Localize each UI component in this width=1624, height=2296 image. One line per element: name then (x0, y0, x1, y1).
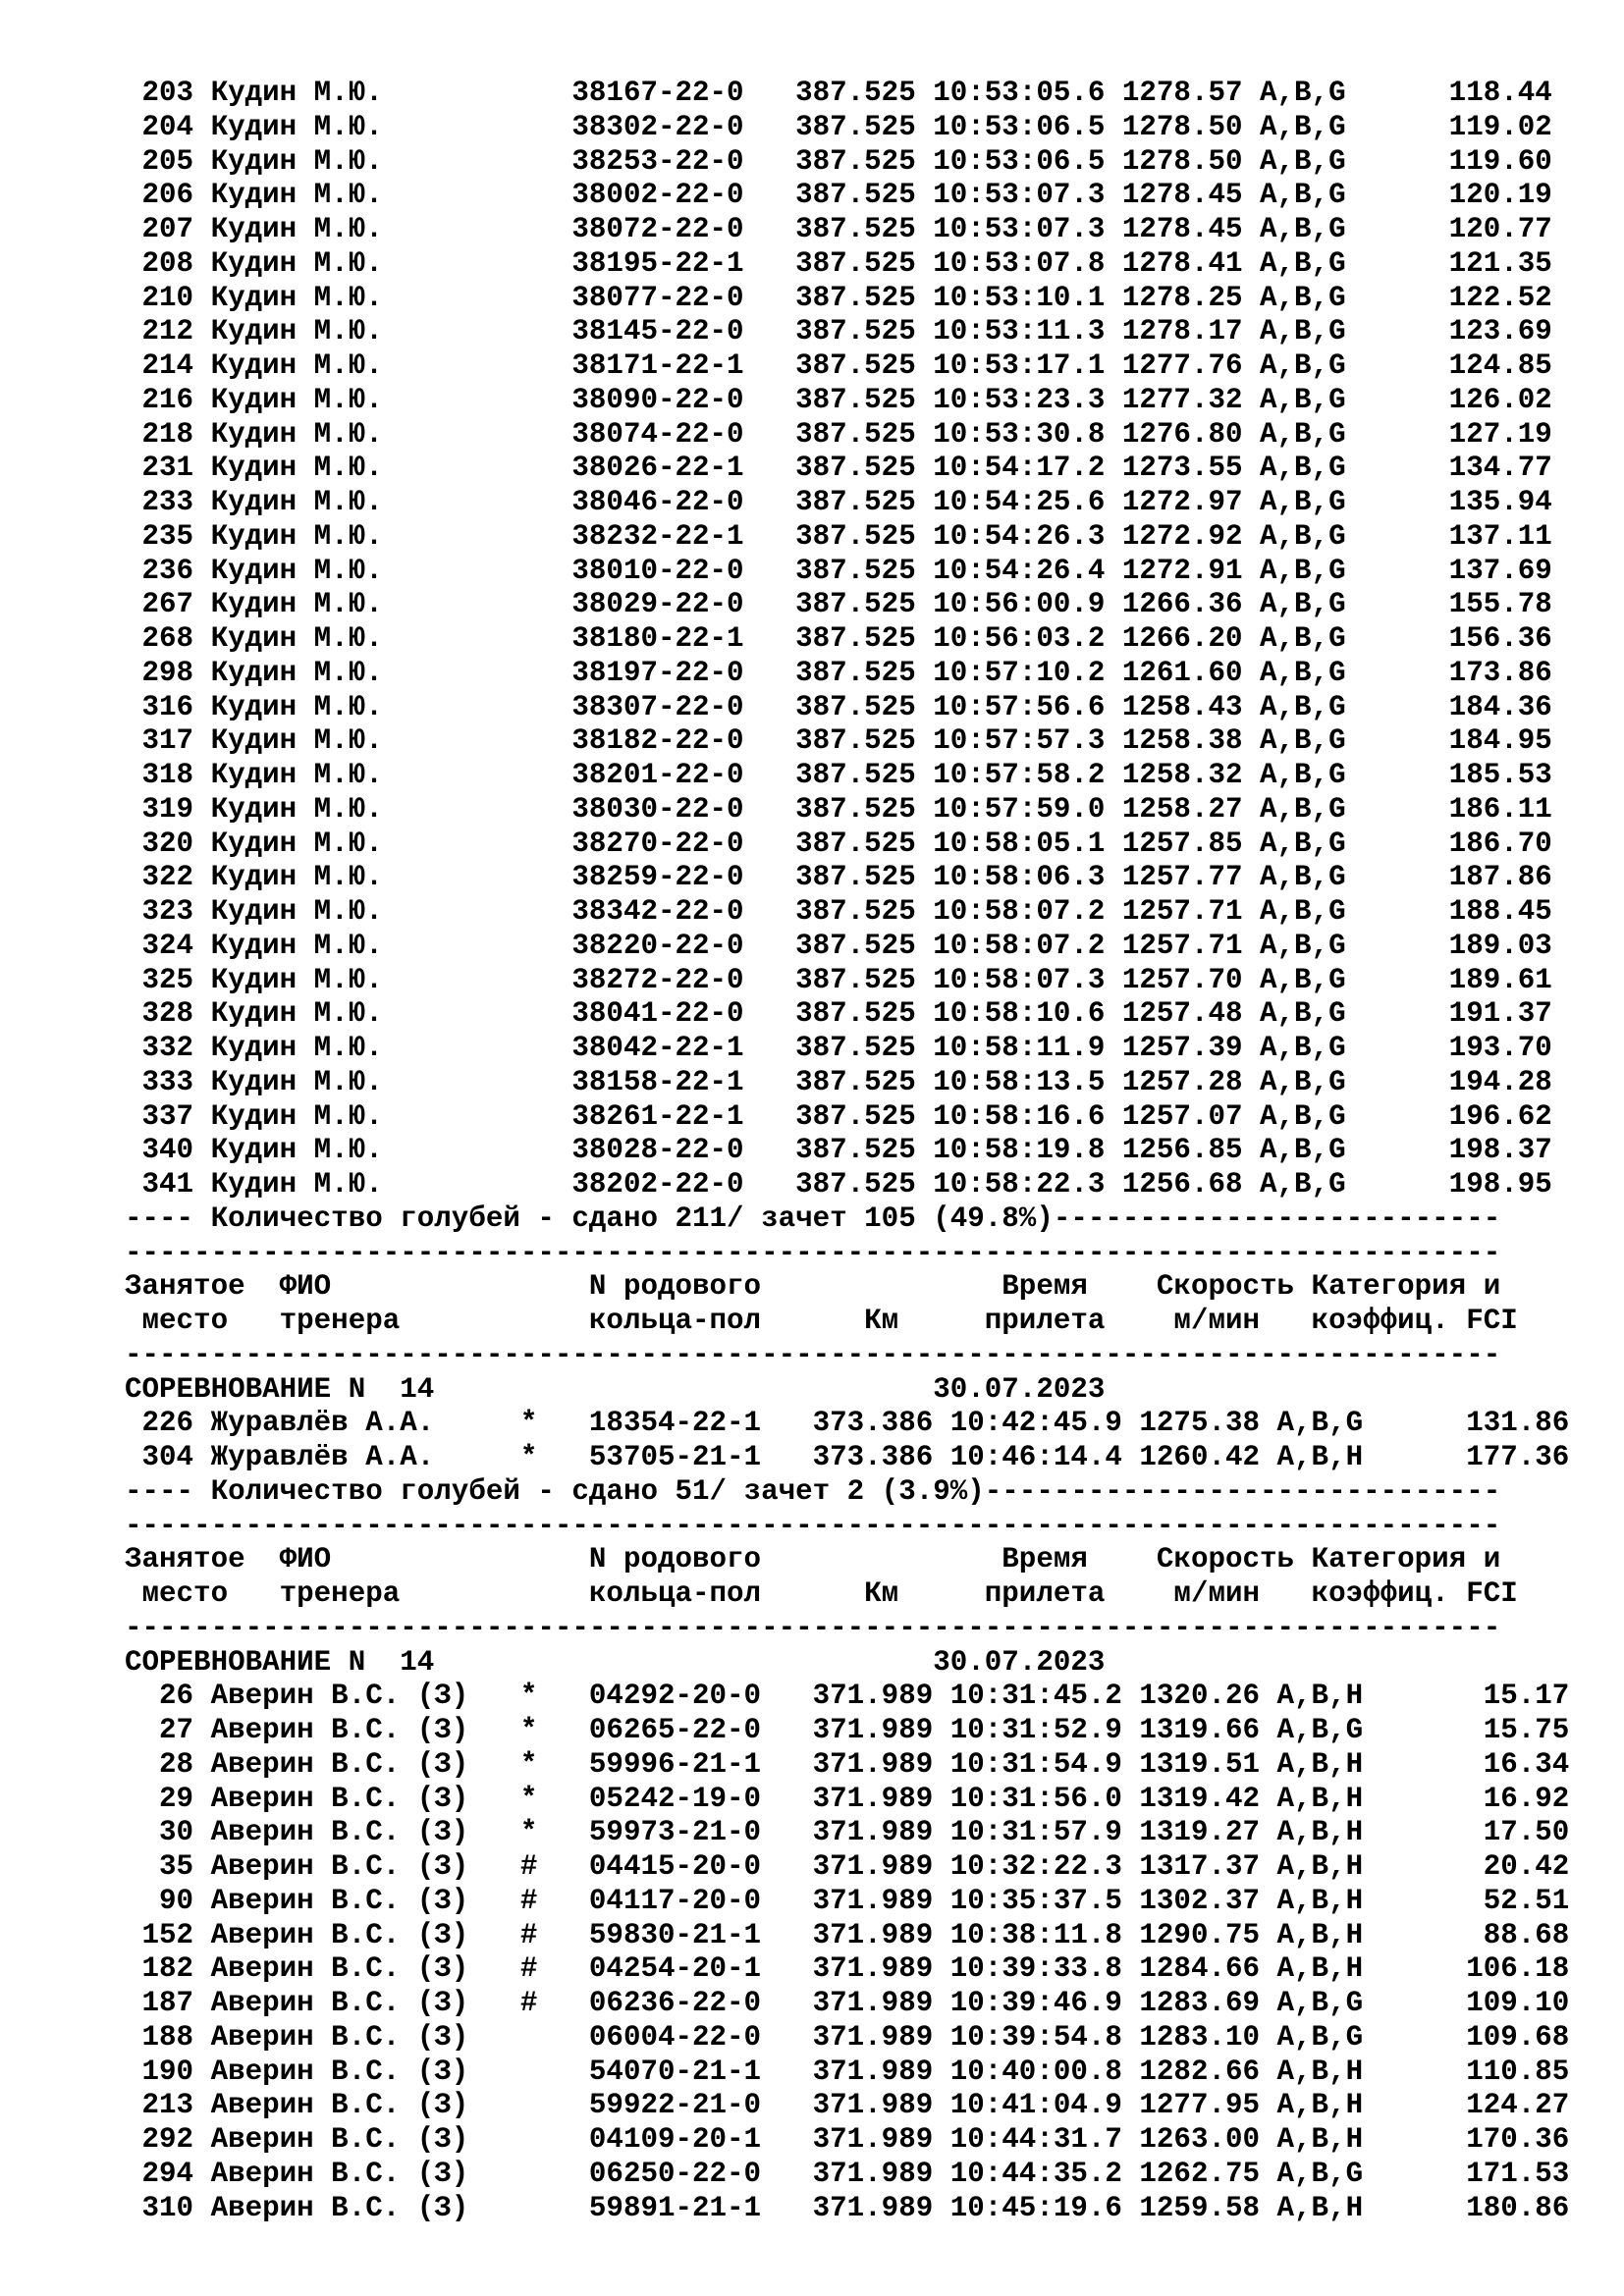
result-row: 236 Кудин М.Ю. 38010-22-0 387.525 10:54:26.4 1272.91 A,B,G 137.69 (125, 554, 1552, 587)
result-row: 182 Аверин В.С. (З) # 04254-20-1 371.989 10:39:33.8 1284.66 A,B,H 106.18 (125, 1952, 1570, 1986)
result-row: 233 Кудин М.Ю. 38046-22-0 387.525 10:54:25.6 1272.97 A,B,G 135.94 (125, 486, 1552, 518)
result-row: 188 Аверин В.С. (З) 06004-22-0 371.989 10:39:54.8 1283.10 A,B,G 109.68 (125, 2020, 1570, 2054)
result-row: 268 Кудин М.Ю. 38180-22-1 387.525 10:56:03.2 1266.20 A,B,G 156.36 (125, 622, 1552, 655)
section-averin (125, 1510, 1597, 2226)
result-row: 216 Кудин М.Ю. 38090-22-0 387.525 10:53:23.3 1277.32 A,B,G 126.02 (125, 383, 1552, 416)
result-row: 310 Аверин В.С. (З) 59891-21-1 371.989 10:45:19.6 1259.58 A,B,H 180.86 (125, 2191, 1570, 2224)
result-row: 267 Кудин М.Ю. 38029-22-0 387.525 10:56:00.9 1266.36 A,B,G 155.78 (125, 588, 1552, 621)
result-row: 204 Кудин М.Ю. 38302-22-0 387.525 10:53:06.5 1278.50 A,B,G 119.02 (125, 110, 1552, 143)
result-row: 226 Журавлёв А.А. * 18354-22-1 373.386 10:42:45.9 1275.38 A,B,G 131.86 (125, 1407, 1570, 1440)
result-row: 320 Кудин М.Ю. 38270-22-0 387.525 10:58:05.1 1257.85 A,B,G 186.70 (125, 827, 1552, 860)
result-row: 205 Кудин М.Ю. 38253-22-0 387.525 10:53:06.5 1278.50 A,B,G 119.60 (125, 144, 1552, 178)
column-header-line-1: Занятое ФИО N родового Время Скорость Категория и (125, 1270, 1501, 1304)
result-row: 235 Кудин М.Ю. 38232-22-1 387.525 10:54:26.3 1272.92 A,B,G 137.11 (125, 519, 1552, 553)
results-table-body (125, 77, 1597, 1202)
result-row: 210 Кудин М.Ю. 38077-22-0 387.525 10:53:10.1 1278.25 A,B,G 122.52 (125, 281, 1552, 314)
result-row: 318 Кудин М.Ю. 38201-22-0 387.525 10:57:58.2 1258.32 A,B,G 185.53 (125, 759, 1552, 791)
result-row: 324 Кудин М.Ю. 38220-22-0 387.525 10:58:07.2 1257.71 A,B,G 189.03 (125, 929, 1552, 962)
result-row: 328 Кудин М.Ю. 38041-22-0 387.525 10:58:10.6 1257.48 A,B,G 191.37 (125, 997, 1552, 1031)
result-row: 214 Кудин М.Ю. 38171-22-1 387.525 10:53:17.1 1277.76 A,B,G 124.85 (125, 349, 1552, 382)
rule-line: -------------------------------------------------------------------------------- (125, 1338, 1501, 1371)
result-row: 316 Кудин М.Ю. 38307-22-0 387.525 10:57:56.6 1258.43 A,B,G 184.36 (125, 690, 1552, 723)
race-results-report (125, 77, 1597, 2225)
result-row: 332 Кудин М.Ю. 38042-22-1 387.525 10:58:11.9 1257.39 A,B,G 193.70 (125, 1032, 1552, 1064)
result-row: 203 Кудин М.Ю. 38167-22-0 387.525 10:53:05.6 1278.57 A,B,G 118.44 (125, 77, 1552, 109)
result-row: 340 Кудин М.Ю. 38028-22-0 387.525 10:58:19.8 1256.85 A,B,G 198.37 (125, 1134, 1552, 1167)
result-row: 152 Аверин В.С. (З) # 59830-21-1 371.989 10:38:11.8 1290.75 A,B,H 88.68 (125, 1918, 1570, 1951)
result-row: 304 Журавлёв А.А. * 53705-21-1 373.386 10:46:14.4 1260.42 A,B,H 177.36 (125, 1441, 1570, 1473)
result-row: 90 Аверин В.С. (З) # 04117-20-0 371.989 10:35:37.5 1302.37 A,B,H 52.51 (125, 1884, 1570, 1917)
result-row: 208 Кудин М.Ю. 38195-22-1 387.525 10:53:07.8 1278.41 A,B,G 121.35 (125, 246, 1552, 280)
summary-line: ---- Количество голубей - сдано 51/ зачет 2 (3.9%)------------------------------ (125, 1474, 1501, 1508)
result-row: 218 Кудин М.Ю. 38074-22-0 387.525 10:53:30.8 1276.80 A,B,G 127.19 (125, 417, 1552, 451)
result-row: 333 Кудин М.Ю. 38158-22-1 387.525 10:58:13.5 1257.28 A,B,G 194.28 (125, 1065, 1552, 1098)
result-row: 341 Кудин М.Ю. 38202-22-0 387.525 10:58:22.3 1256.68 A,B,G 198.95 (125, 1168, 1552, 1201)
result-row: 29 Аверин В.С. (З) * 05242-19-0 371.989 10:31:56.0 1319.42 A,B,H 16.92 (125, 1782, 1570, 1815)
result-row: 325 Кудин М.Ю. 38272-22-0 387.525 10:58:07.3 1257.70 A,B,G 189.61 (125, 963, 1552, 996)
section-zhuravlev (125, 1237, 1597, 1510)
result-row: 319 Кудин М.Ю. 38030-22-0 387.525 10:57:59.0 1258.27 A,B,G 186.11 (125, 792, 1552, 826)
result-row: 190 Аверин В.С. (З) 54070-21-1 371.989 10:40:00.8 1282.66 A,B,H 110.85 (125, 2055, 1570, 2088)
result-row: 26 Аверин В.С. (З) * 04292-20-0 371.989 10:31:45.2 1320.26 A,B,H 15.17 (125, 1680, 1570, 1713)
result-row: 231 Кудин М.Ю. 38026-22-1 387.525 10:54:17.2 1273.55 A,B,G 134.77 (125, 452, 1552, 485)
result-row: 28 Аверин В.С. (З) * 59996-21-1 371.989 10:31:54.9 1319.51 A,B,H 16.34 (125, 1747, 1570, 1781)
result-row: 323 Кудин М.Ю. 38342-22-0 387.525 10:58:07.2 1257.71 A,B,G 188.45 (125, 895, 1552, 928)
rule-line: -------------------------------------------------------------------------------- (125, 1236, 1501, 1269)
results-table-body (125, 1680, 1597, 2225)
result-row: 187 Аверин В.С. (З) # 06236-22-0 371.989 10:39:46.9 1283.69 A,B,G 109.10 (125, 1987, 1570, 2019)
summary-line: ---- Количество голубей - сдано 211/ зачет 105 (49.8%)-------------------------- (125, 1201, 1501, 1235)
result-row: 207 Кудин М.Ю. 38072-22-0 387.525 10:53:07.3 1278.45 A,B,G 120.77 (125, 213, 1552, 245)
column-header-line-1: Занятое ФИО N родового Время Скорость Категория и (125, 1543, 1501, 1576)
result-row: 27 Аверин В.С. (З) * 06265-22-0 371.989 10:31:52.9 1319.66 A,B,G 15.75 (125, 1714, 1570, 1746)
rule-line: -------------------------------------------------------------------------------- (125, 1509, 1501, 1542)
result-row: 292 Аверин В.С. (З) 04109-20-1 371.989 10:44:31.7 1263.00 A,B,H 170.36 (125, 2123, 1570, 2156)
result-row: 317 Кудин М.Ю. 38182-22-0 387.525 10:57:57.3 1258.38 A,B,G 184.95 (125, 724, 1552, 758)
result-row: 337 Кудин М.Ю. 38261-22-1 387.525 10:58:16.6 1257.07 A,B,G 196.62 (125, 1099, 1552, 1133)
result-row: 213 Аверин В.С. (З) 59922-21-0 371.989 10:41:04.9 1277.95 A,B,H 124.27 (125, 2089, 1570, 2122)
competition-line: СОРЕВНОВАНИЕ N 14 30.07.2023 (125, 1645, 1106, 1679)
result-row: 322 Кудин М.Ю. 38259-22-0 387.525 10:58:06.3 1257.77 A,B,G 187.86 (125, 861, 1552, 894)
result-row: 30 Аверин В.С. (З) * 59973-21-0 371.989 10:31:57.9 1319.27 A,B,H 17.50 (125, 1816, 1570, 1849)
result-row: 212 Кудин М.Ю. 38145-22-0 387.525 10:53:11.3 1278.17 A,B,G 123.69 (125, 315, 1552, 348)
result-row: 206 Кудин М.Ю. 38002-22-0 387.525 10:53:07.3 1278.45 A,B,G 120.19 (125, 179, 1552, 212)
result-row: 35 Аверин В.С. (З) # 04415-20-0 371.989 10:32:22.3 1317.37 A,B,H 20.42 (125, 1850, 1570, 1883)
result-row: 294 Аверин В.С. (З) 06250-22-0 371.989 10:44:35.2 1262.75 A,B,G 171.53 (125, 2157, 1570, 2190)
results-table-body (125, 1407, 1597, 1475)
competition-line: СОРЕВНОВАНИЕ N 14 30.07.2023 (125, 1372, 1106, 1406)
result-row: 298 Кудин М.Ю. 38197-22-0 387.525 10:57:10.2 1261.60 A,B,G 173.86 (125, 656, 1552, 689)
column-header-line-2: место тренера кольца-пол Км прилета м/мин коэффиц. FCI (125, 1577, 1518, 1610)
results-tail-block (125, 77, 1597, 1237)
rule-line: -------------------------------------------------------------------------------- (125, 1611, 1501, 1644)
column-header-line-2: место тренера кольца-пол Км прилета м/мин коэффиц. FCI (125, 1305, 1518, 1337)
